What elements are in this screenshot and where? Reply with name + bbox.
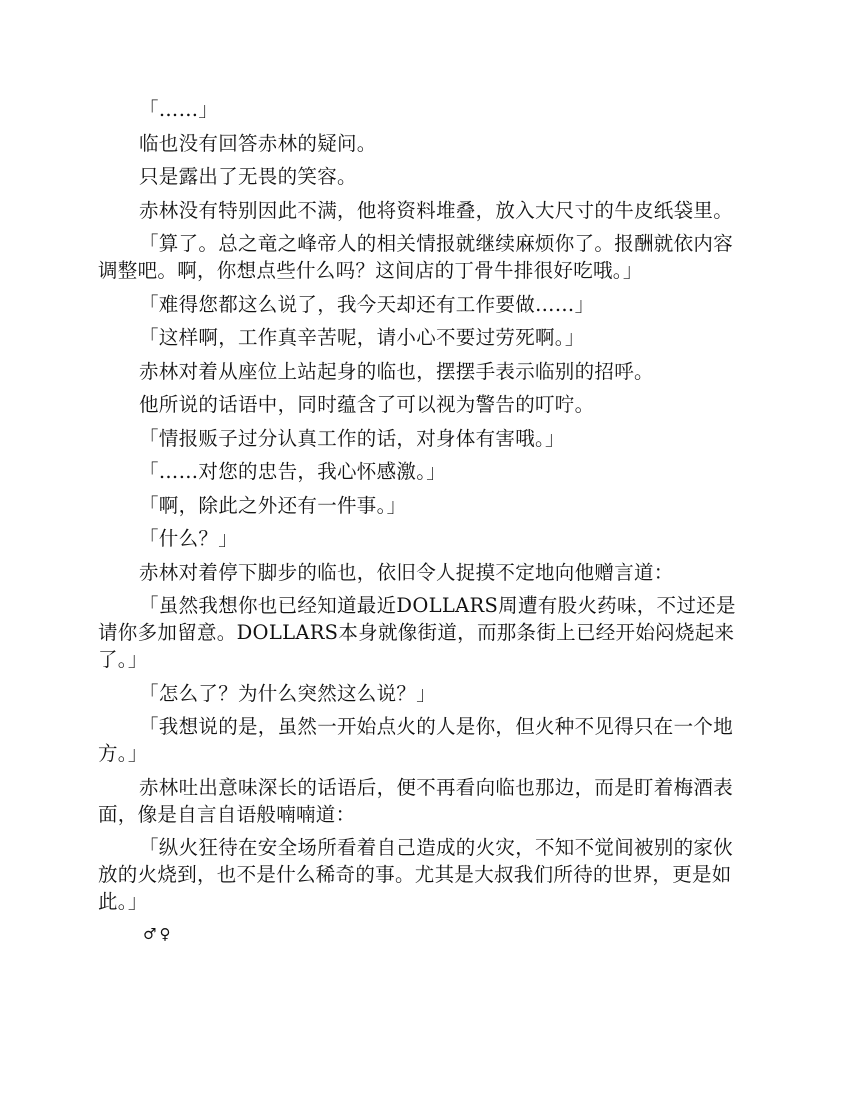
- paragraph-7: 「这样啊，工作真辛苦呢，请小心不要过劳死啊。」: [139, 326, 585, 349]
- paragraph-18: 赤林吐出意味深长的话语后，便不再看向临也那边，而是盯着梅酒表面，像是自言自语般喃喃道：: [98, 775, 734, 826]
- paragraph-8: 赤林对着从座位上站起身的临也，摆摆手表示临别的招呼。: [139, 359, 654, 383]
- paragraph-3: 只是露出了无畏的笑容。: [139, 165, 357, 188]
- novel-text-body: [98, 96, 750, 946]
- paragraph-5: 「算了。总之竜之峰帝人的相关情报就继续麻烦你了。报酬就依内容调整吧。啊，你想点些什么吗？这间店的丁骨牛排很好吃哦。」: [98, 232, 734, 282]
- section-break-ornament: ♂♀: [143, 924, 174, 943]
- paragraph-15: 「虽然我想你也已经知道最近DOLLARS周遭有股火药味，不过还是请你多加留意。DOLLARS本身就像街道，而那条街上已经开始闷烧起来了。」: [98, 594, 736, 671]
- paragraph-2: 临也没有回答赤林的疑问。: [139, 131, 377, 155]
- paragraph-11: 「……对您的忠告，我心怀感激。」: [139, 460, 447, 483]
- paragraph-4: 赤林没有特别因此不满，他将资料堆叠，放入大尺寸的牛皮纸袋里。: [139, 198, 734, 222]
- paragraph-17: 「我想说的是，虽然一开始点火的人是你，但火种不见得只在一个地方。」: [98, 715, 734, 765]
- paragraph-13: 「什么？」: [139, 527, 239, 550]
- paragraph-14: 赤林对着停下脚步的临也，依旧令人捉摸不定地向他赠言道：: [139, 560, 674, 584]
- paragraph-10: 「情报贩子过分认真工作的话，对身体有害哦。」: [139, 426, 565, 450]
- paragraph-6: 「难得您都这么说了，我今天却还有工作要做……」: [139, 292, 595, 316]
- paragraph-16: 「怎么了？为什么突然这么说？」: [139, 681, 437, 705]
- paragraph-19: 「纵火狂待在安全场所看着自己造成的火灾，不知不觉间被别的家伙放的火烧到，也不是什么稀奇的事。尤其是大叔我们所待的世界，更是如此。」: [98, 836, 734, 913]
- paragraph-12: 「啊，除此之外还有一件事。」: [139, 493, 407, 517]
- paragraph-9: 他所说的话语中，同时蕴含了可以视为警告的叮咛。: [139, 393, 595, 416]
- paragraph-1: 「……」: [139, 98, 219, 121]
